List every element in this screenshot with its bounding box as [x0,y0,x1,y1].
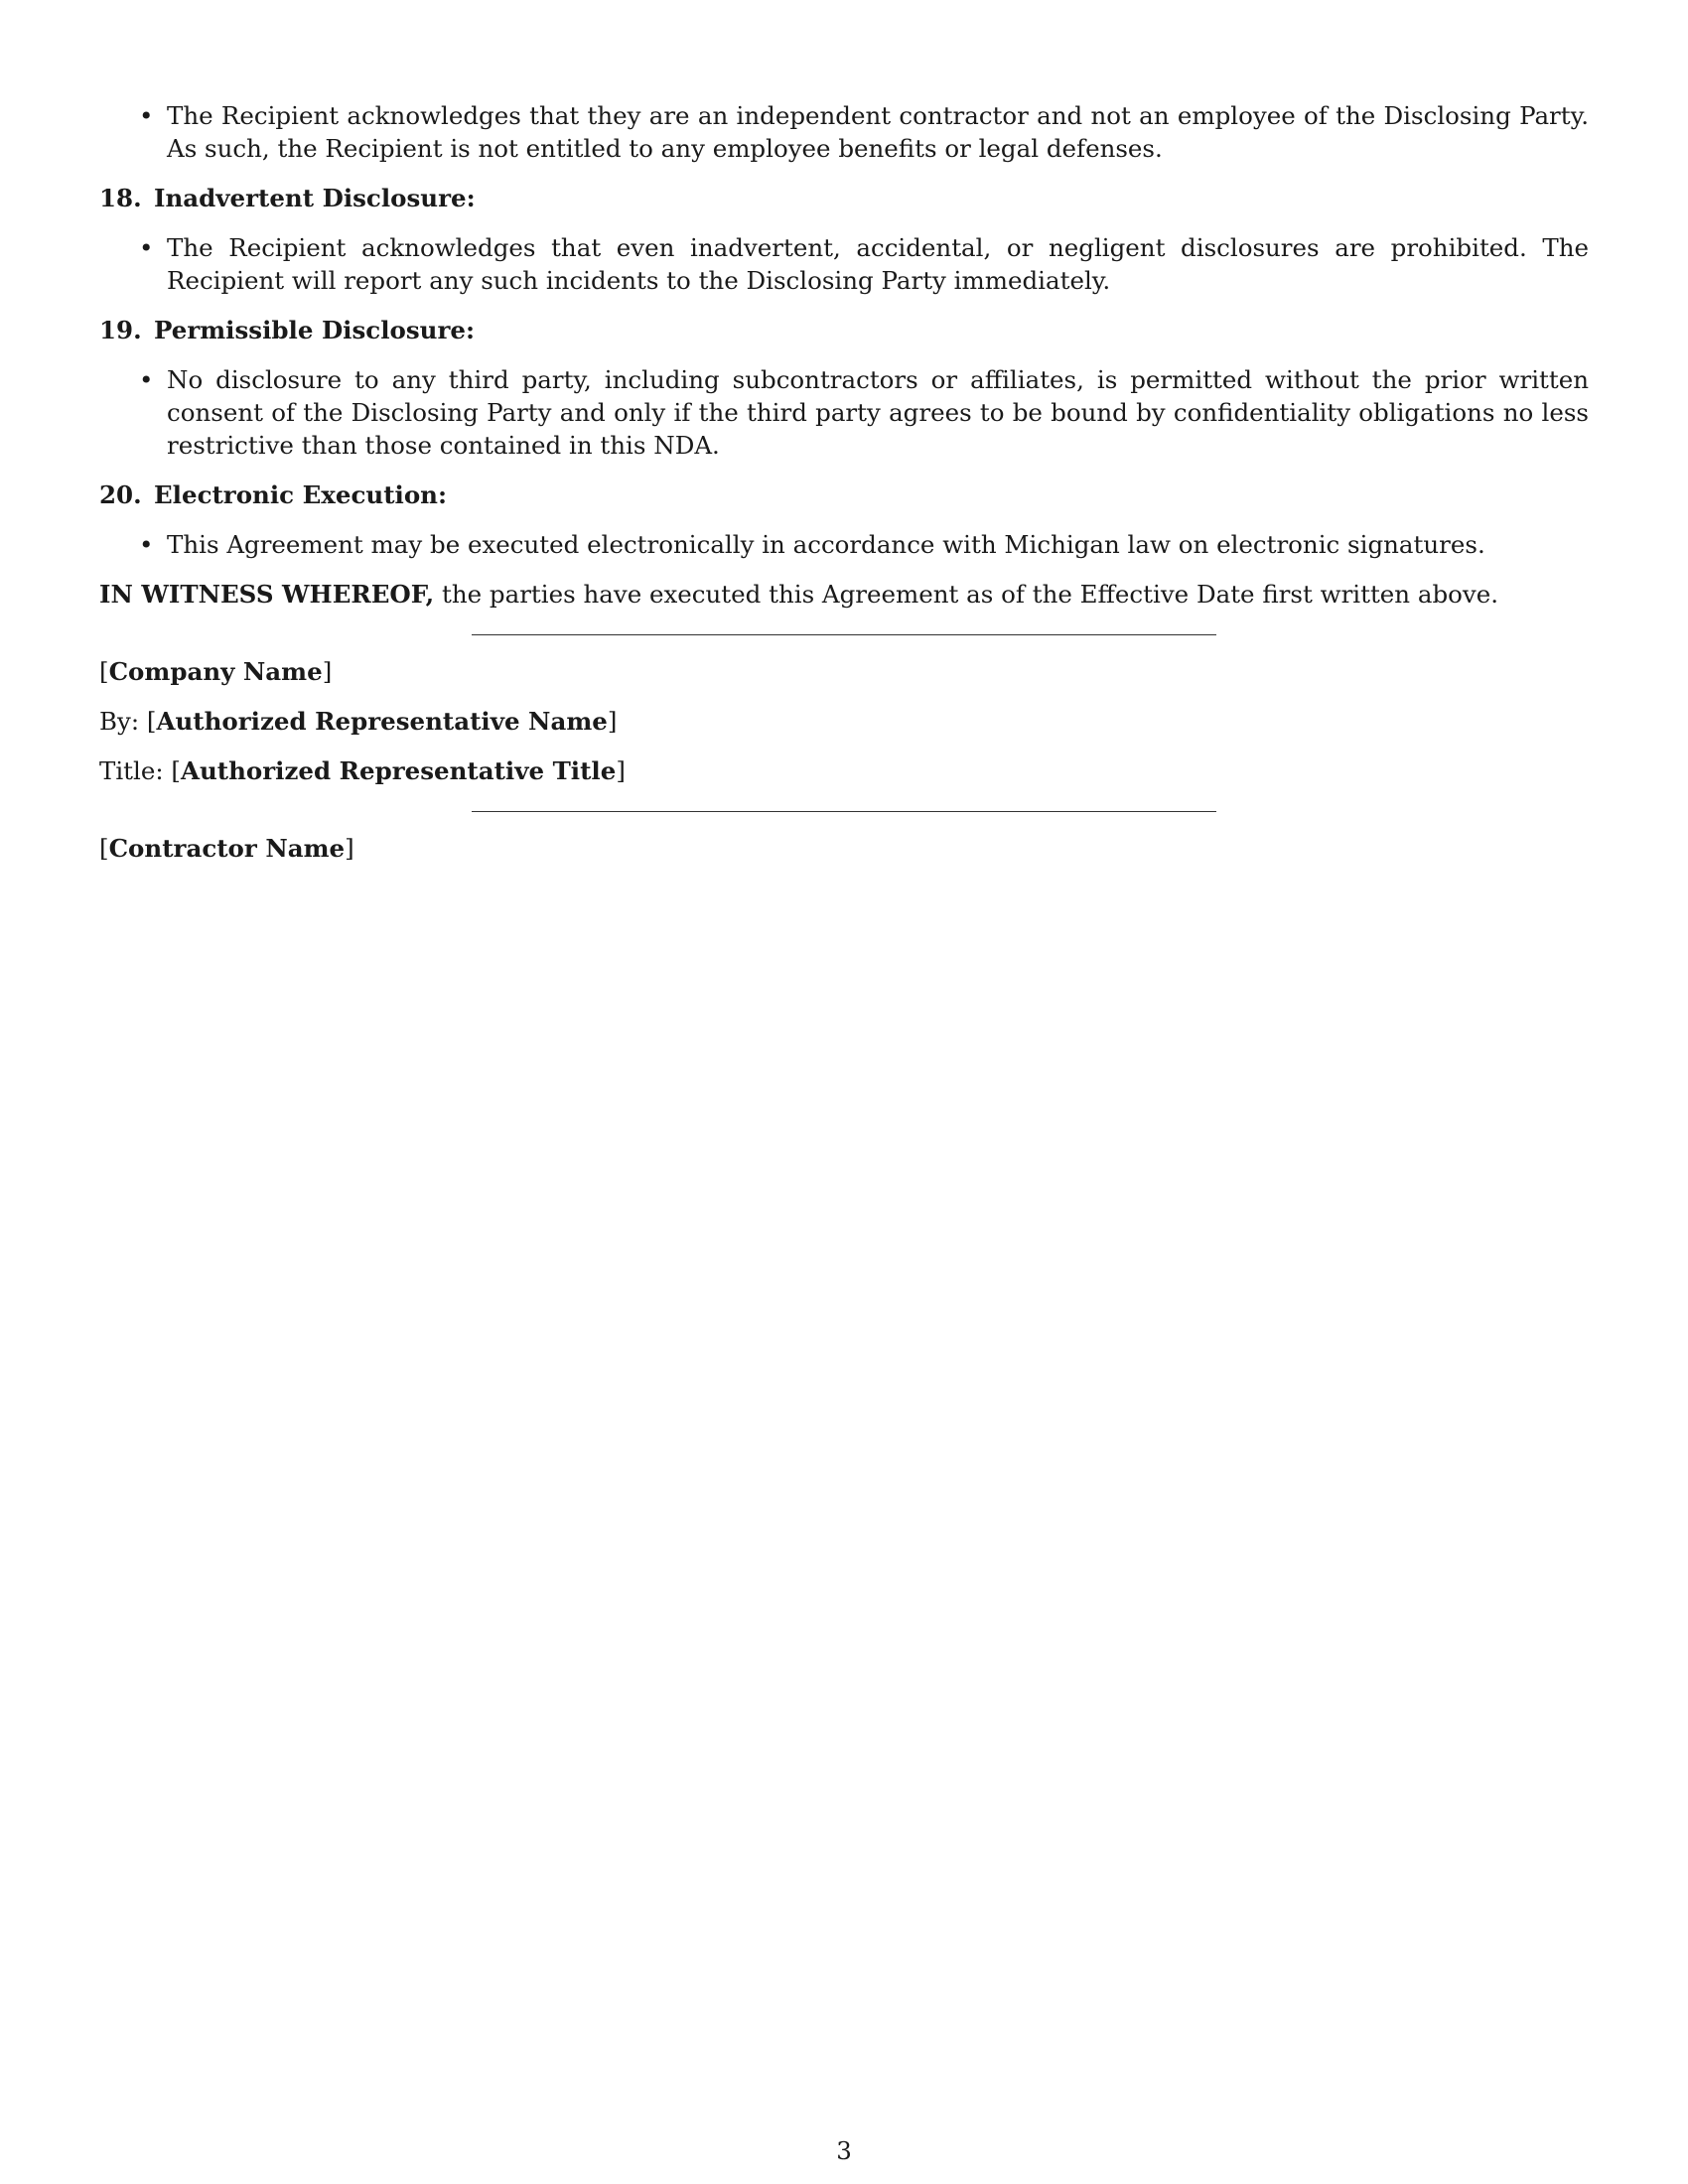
bullet-text: The Recipient acknowledges that they are an independent contractor and not an employee of the Disclosing Party. As such, the Recipient is not entitled to any employee benefits or legal defenses. [167,101,1589,163]
bullet-icon: • [139,101,154,130]
signature-line-company [472,634,1216,635]
bullet-text: The Recipient acknowledges that even inadvertent, accidental, or negligent disclosures are prohibited. The Recipient will report any such incidents to the Disclosing Party immediately. [167,233,1589,295]
list-item [99,528,1589,561]
section-title: Inadvertent Disclosure: [154,184,476,212]
contractor-name: Contractor Name [108,834,346,863]
list-item [99,99,1589,165]
section-heading-18 [99,182,1589,214]
section-number: 19. [99,316,142,344]
bullet-text: This Agreement may be executed electronically in accordance with Michigan law on electronic signatures. [167,530,1485,559]
bullet-icon: • [139,530,154,559]
company-name: Company Name [108,657,323,686]
section-title: Permissible Disclosure: [154,316,475,344]
title-line: Title: [Authorized Representative Title] [99,756,626,785]
company-name-line: [Company Name] [99,657,333,686]
bullet-icon: • [139,233,154,262]
contractor-name-line: [Contractor Name] [99,834,354,863]
document-page [99,99,1589,865]
section-number: 20. [99,480,142,509]
witness-clause [99,578,1589,611]
representative-title: Authorized Representative Title [180,756,617,785]
bullet-icon: • [139,365,154,394]
by-line: By: [Authorized Representative Name] [99,707,618,736]
witness-text: the parties have executed this Agreement as of the Effective Date first written above. [434,580,1499,609]
section-heading-20 [99,478,1589,511]
list-item [99,231,1589,297]
bullet-text: No disclosure to any third party, including subcontractors or affiliates, is permitted without the prior written consent of the Disclosing Party and only if the third party agrees to be bound by confidentiality obligations no less restrictive than those contained in this NDA. [167,365,1589,460]
section-number: 18. [99,184,142,212]
representative-name: Authorized Representative Name [156,707,608,736]
section-title: Electronic Execution: [154,480,448,509]
signature-line-contractor [472,811,1216,812]
title-label: Title: [99,756,172,785]
page-number: 3 [836,2136,852,2165]
list-item [99,363,1589,462]
by-label: By: [99,707,147,736]
section-heading-19 [99,314,1589,346]
witness-lead: IN WITNESS WHEREOF, [99,580,435,609]
